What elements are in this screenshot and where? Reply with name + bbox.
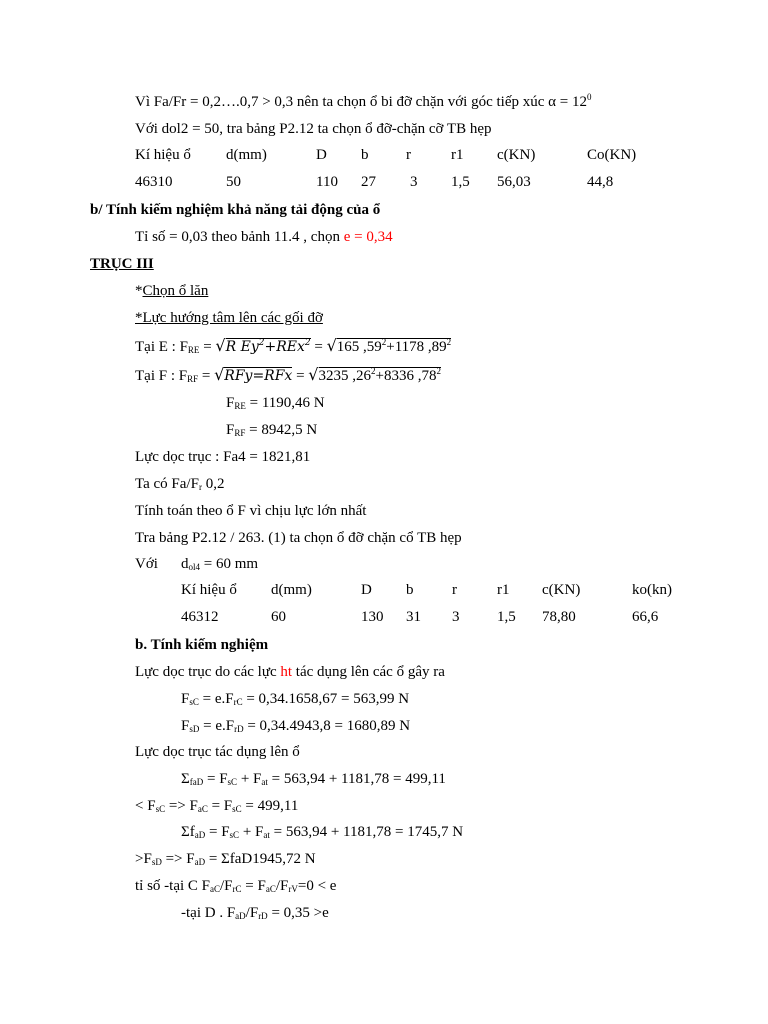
sqrt-icon: √ (214, 365, 225, 384)
highlight-value: e = 0,34 (343, 229, 393, 245)
table-header-cell: b (406, 582, 414, 598)
table-header-cell: ko(kn) (632, 582, 672, 598)
formula-tai-d: -tại D . $F_{aD}/F_{rD} = 0,35 >e$ (181, 905, 329, 921)
text-line-ta-co: Ta có $Fa/F_r$ 0,2 (135, 476, 225, 492)
result-fre: $F_{RE} = 1190,46$ N (226, 395, 325, 411)
table-header-cell: r1 (497, 582, 510, 598)
radicand: R $Ey^2+REx^2$ (225, 338, 311, 355)
text-line-angle (135, 93, 591, 111)
table-header-cell: c(KN) (497, 147, 536, 163)
section-heading-b: b/ Tính kiếm nghiệm khả năng tải động của ổ (90, 202, 381, 218)
formula-fsc: $F_{sC} = e.F_{rC} = 0,34.1658,67 = 563,99$ N (181, 691, 410, 707)
text-line-tra-bang: Tra bảng P2.12 / 263. (1) ta chọn ổ đỡ chặn cổ TB hẹp (135, 530, 462, 546)
table-header-cell: Kí hiệu ổ (181, 582, 237, 598)
equals: = (292, 368, 309, 384)
section-heading-truc-3: TRỤC III (90, 256, 154, 272)
table-cell: 130 (361, 609, 384, 625)
formula-greater-than: $>F_{sD} => F_{aD} = \Sigma faD1945,72$ N (135, 851, 316, 867)
table-header-cell: Co(KN) (587, 147, 637, 163)
table-cell: 66,6 (632, 609, 659, 625)
sqrt-icon: √ (308, 365, 319, 384)
table-cell: 56,03 (497, 174, 531, 190)
equals: = (310, 339, 327, 355)
subheading: Chọn ổ lăn (142, 283, 209, 299)
text-line-dol2: Với dol2 = 50, tra bảng P2.12 ta chọn ổ đỡ-chặn cỡ TB hẹp (135, 121, 492, 137)
table-cell: 46310 (135, 174, 173, 190)
table-header-cell: b (361, 147, 369, 163)
superscript: 0 (586, 92, 592, 102)
text-line-d-ol4: $d_{ol4} = 60$ mm (181, 556, 259, 572)
section-heading-tinh-kiem-nghiem: b. Tính kiếm nghiệm (135, 637, 269, 653)
table-cell: 60 (271, 609, 286, 625)
formula-sum-1: $\Sigma_{faD} = F_{sC} + F_{at} = 563,94 + 1181,78 = 499,11$ (181, 771, 446, 787)
bullet-star: * (135, 283, 143, 299)
formula-line-tai-e (135, 337, 451, 356)
equals: = (198, 368, 215, 384)
sqrt-icon: √ (326, 336, 337, 355)
radicand: RFy=RFx (224, 368, 293, 384)
equals: = (199, 339, 216, 355)
formula-ti-so-c: tỉ số -tại C $F_{aC}/F_{rC} = F_{aC}/F_{rV}=0 < e$ (135, 878, 337, 894)
table-cell: 27 (361, 174, 376, 190)
line-text: Tỉ số = 0,03 theo bảnh 11.4 , chọn (135, 229, 344, 245)
highlight-value: ht (280, 664, 293, 680)
subscript: RE (187, 345, 200, 355)
text-line-ti-so (135, 228, 393, 246)
table-cell: 3 (452, 609, 460, 625)
formula-line-tai-f (135, 366, 441, 385)
table-header-cell: Kí hiệu ổ (135, 147, 191, 163)
table-header-cell: c(KN) (542, 582, 581, 598)
formula-label: Tại E : F (135, 339, 188, 355)
subscript: RF (187, 374, 199, 384)
table-cell: 1,5 (451, 174, 470, 190)
formula-less-than: < $F_{sC} => F_{aC} = F_{sC} = 499,11$ (135, 798, 299, 814)
table-header-cell: r (452, 582, 457, 598)
table-cell: 3 (410, 174, 418, 190)
table-cell: 46312 (181, 609, 219, 625)
text-line-chon-o-lan (135, 282, 208, 300)
table-cell: 1,5 (497, 609, 516, 625)
formula-label: Tại F : F (135, 368, 188, 384)
table-header-cell: D (316, 147, 327, 163)
radicand: 165 $,59^2+1178$ $,89^2$ (336, 337, 452, 355)
table-cell: 31 (406, 609, 421, 625)
formula-sum-2: $\Sigma f_{aD} = F_{sC} + F_{at} = 563,94 + 1181,78 = 1745,7$ N (181, 824, 464, 840)
radicand: 3235 $,26^2+8336$ $,78^2$ (318, 366, 441, 384)
table-header-cell: d(mm) (226, 147, 267, 163)
result-frf: $F_{RF} = 8942,5$ N (226, 422, 318, 438)
table-cell: 110 (316, 174, 338, 190)
formula-fsd: $F_{sD} = e.F_{rD} = 0,34.4943,8 = 1680,89$ N (181, 718, 411, 734)
table-header-cell: r1 (451, 147, 464, 163)
text-line-luc-doc-do: Lực dọc trục do các lực ht tác dụng lên các ổ gây ra (135, 664, 445, 680)
sqrt-icon: √ (215, 336, 226, 355)
subheading-luc-huong-tam: *Lực hướng tâm lên các gối đỡ (135, 310, 323, 326)
table-cell: 78,80 (542, 609, 576, 625)
table-cell: 50 (226, 174, 241, 190)
table-header-cell: D (361, 582, 372, 598)
table-header-cell: d(mm) (271, 582, 312, 598)
text-line-luc-doc-truc: Lực dọc trục : Fa4 = 1821,81 (135, 449, 311, 465)
text-line-tinh-toan: Tính toán theo ổ F vì chịu lực lớn nhất (135, 503, 367, 519)
table-cell: 44,8 (587, 174, 614, 190)
table-header-cell: r (406, 147, 411, 163)
line-text: Vì Fa/Fr = 0,2….0,7 > 0,3 nên ta chọn ổ bi đỡ chặn với góc tiếp xúc α = 12 (135, 94, 587, 110)
text-line-voi: Với (135, 556, 158, 572)
text-line-luc-doc-tac: Lực dọc trục tác dụng lên ổ (135, 744, 300, 760)
